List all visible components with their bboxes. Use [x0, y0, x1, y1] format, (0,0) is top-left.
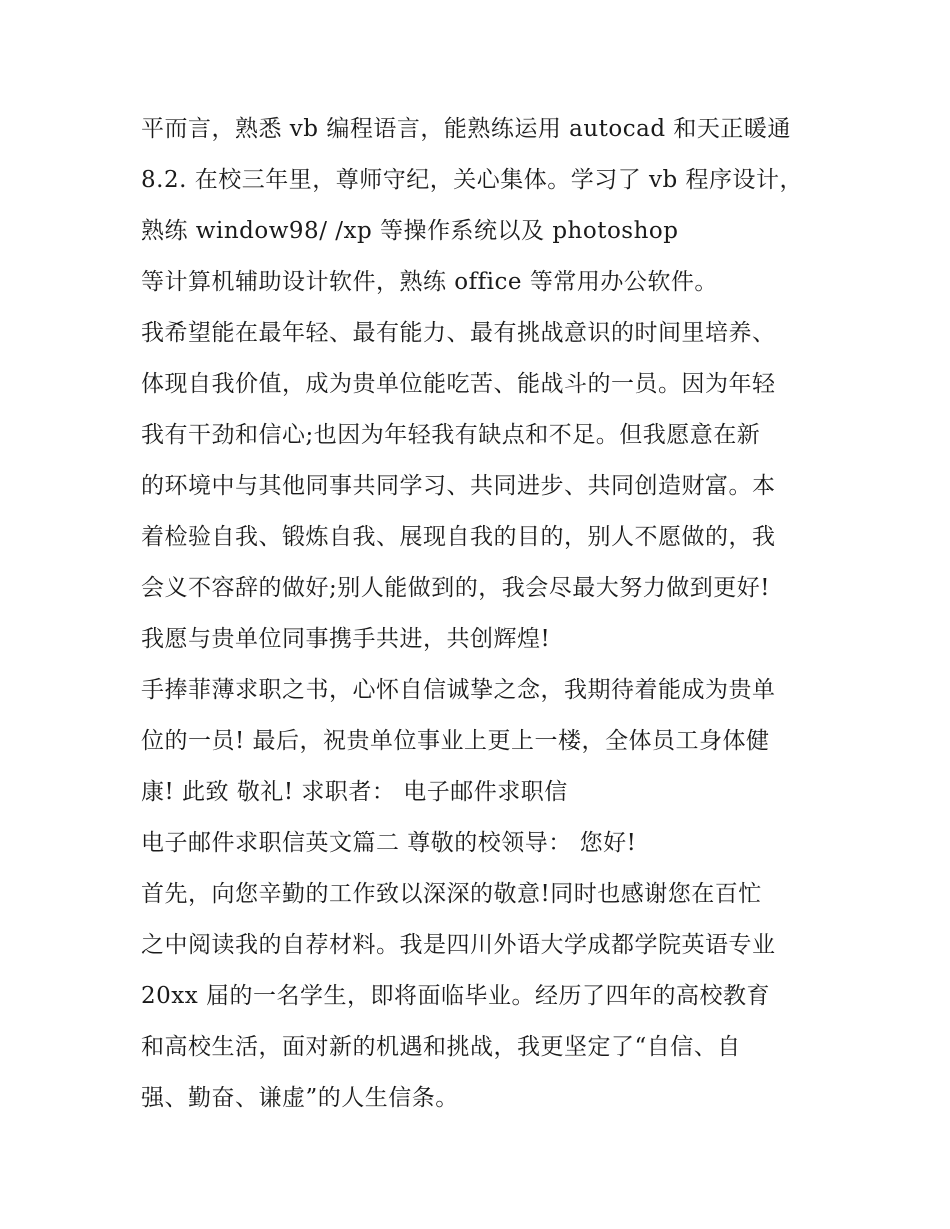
- text-line: 首先，向您辛勤的工作致以深深的敬意!同时也感谢您在百忙: [141, 881, 762, 907]
- text-line: 强、勤奋、谦虚”的人生信条。: [141, 1085, 459, 1111]
- text-line: 手捧菲薄求职之书，心怀自信诚挚之念，我期待着能成为贵单: [141, 677, 776, 703]
- text-line: 平而言，熟悉 vb 编程语言，能熟练运用 autocad 和天正暖通: [141, 116, 791, 142]
- text-line: 康! 此致 敬礼! 求职者： 电子邮件求职信: [141, 779, 568, 805]
- text-line: 8.2. 在校三年里，尊师守纪，关心集体。学习了 vb 程序设计，: [141, 167, 804, 193]
- text-line: 我愿与贵单位同事携手共进，共创辉煌!: [141, 626, 551, 652]
- text-line: 我希望能在最年轻、最有能力、最有挑战意识的时间里培养、: [141, 320, 776, 346]
- text-line: 会义不容辞的做好;别人能做到的，我会尽最大努力做到更好!: [141, 575, 770, 601]
- text-line: 我有干劲和信心;也因为年轻我有缺点和不足。但我愿意在新: [141, 422, 761, 448]
- text-line: 之中阅读我的自荐材料。我是四川外语大学成都学院英语专业: [141, 932, 776, 958]
- text-line: 位的一员! 最后，祝贵单位事业上更上一楼，全体员工身体健: [141, 728, 770, 754]
- body-text: [141, 104, 841, 1124]
- text-line: 熟练 window98/ /xp 等操作系统以及 photoshop: [141, 218, 679, 244]
- text-line: 和高校生活，面对新的机遇和挑战，我更坚定了“自信、自: [141, 1034, 741, 1060]
- text-line: 电子邮件求职信英文篇二 尊敬的校领导： 您好!: [141, 830, 637, 856]
- text-line: 的环境中与其他同事共同学习、共同进步、共同创造财富。本: [141, 473, 776, 499]
- text-line: 体现自我价值，成为贵单位能吃苦、能战斗的一员。因为年轻: [141, 371, 776, 397]
- text-line: 等计算机辅助设计软件，熟练 office 等常用办公软件。: [141, 269, 718, 295]
- text-line: 着检验自我、锻炼自我、展现自我的目的，别人不愿做的，我: [141, 524, 776, 550]
- text-line: 20xx 届的一名学生，即将面临毕业。经历了四年的高校教育: [141, 983, 771, 1009]
